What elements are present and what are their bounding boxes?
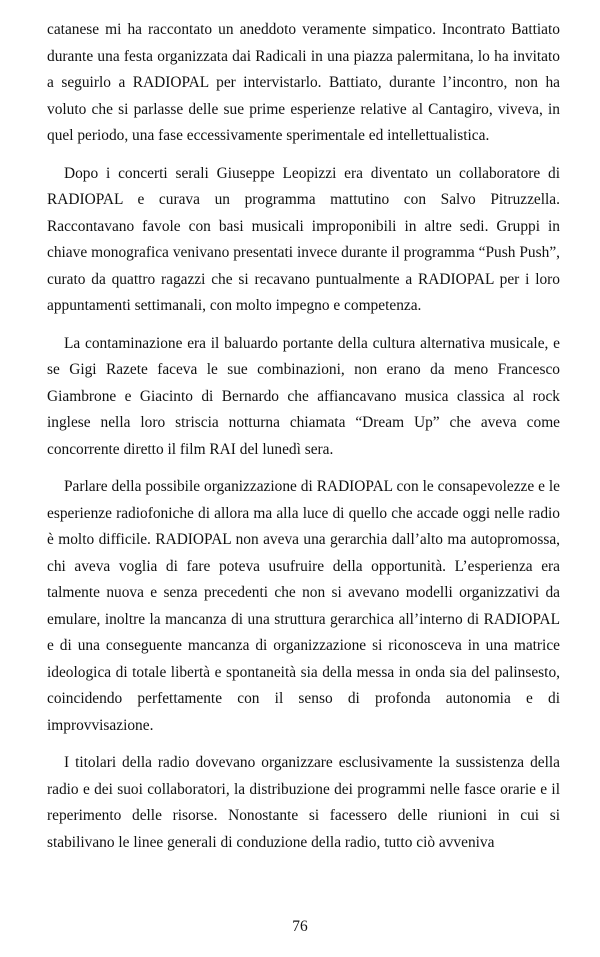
- paragraph-2: Dopo i concerti serali Giuseppe Leopizzi era diventato un collaboratore di RADIOPAL e curava un programma mattutino con Salvo Pitruzzella. Raccontavano favole con basi musicali improponibili in altre sedi. Gruppi in chiave monografica venivano presentati invece durante il programma “Push Push”, curato da quattro ragazzi che si recavano puntualmente a RADIOPAL per i loro appuntamenti settimanali, con molto impegno e competenza.: [47, 164, 560, 314]
- paragraph-3: La contaminazione era il baluardo portante della cultura alternativa musicale, e se Gigi Razete faceva le sue combinazioni, non erano da meno Francesco Giambrone e Giacinto di Bernardo che affiancavano musica classica al rock inglese nella loro striscia notturna chiamata “Dream Up” che aveva come concorrente diretto il film RAI del lunedì sera.: [47, 334, 560, 458]
- body-text: [47, 17, 560, 867]
- paragraph-4: Parlare della possibile organizzazione di RADIOPAL con le consapevolezze e le esperienze radiofoniche di allora ma alla luce di quello che accade oggi nelle radio è molto difficile. RADIOPAL non aveva una gerarchia dall’alto ma autopromossa, chi aveva voglia di fare poteva usufruire della opportunità. L’esperienza era talmente nuova e senza precedenti che non si avevano modelli organizzativi da emulare, inoltre la mancanza di una struttura gerarchica all’interno di RADIOPAL e di una conseguente mancanza di organizzazione si riconosceva in una matrice ideologica di totale libertà e spontaneità sia della messa in onda sia del palinsesto, coincidendo perfettamente con il senso di profonda autonomia e di improvvisazione.: [47, 478, 560, 734]
- page-number: 76: [292, 918, 308, 935]
- paragraph-1: catanese mi ha raccontato un aneddoto veramente simpatico. Incontrato Battiato durante una festa organizzata dai Radicali in una piazza palermitana, lo ha invitato a seguirlo a RADIOPAL per intervistarlo. Battiato, durante l’incontro, non ha voluto che si parlasse delle sue prime esperienze relative al Cantagiro, viveva, in quel periodo, una fase eccessivamente sperimentale ed intellettualistica.: [47, 21, 560, 144]
- paragraph-5: I titolari della radio dovevano organizzare esclusivamente la sussistenza della radio e dei suoi collaboratori, la distribuzione dei programmi nelle fasce orarie e il reperimento delle risorse. Nonostante si facessero delle riunioni in cui si stabilivano le linee generali di conduzione della radio, tutto ciò avveniva: [47, 754, 560, 851]
